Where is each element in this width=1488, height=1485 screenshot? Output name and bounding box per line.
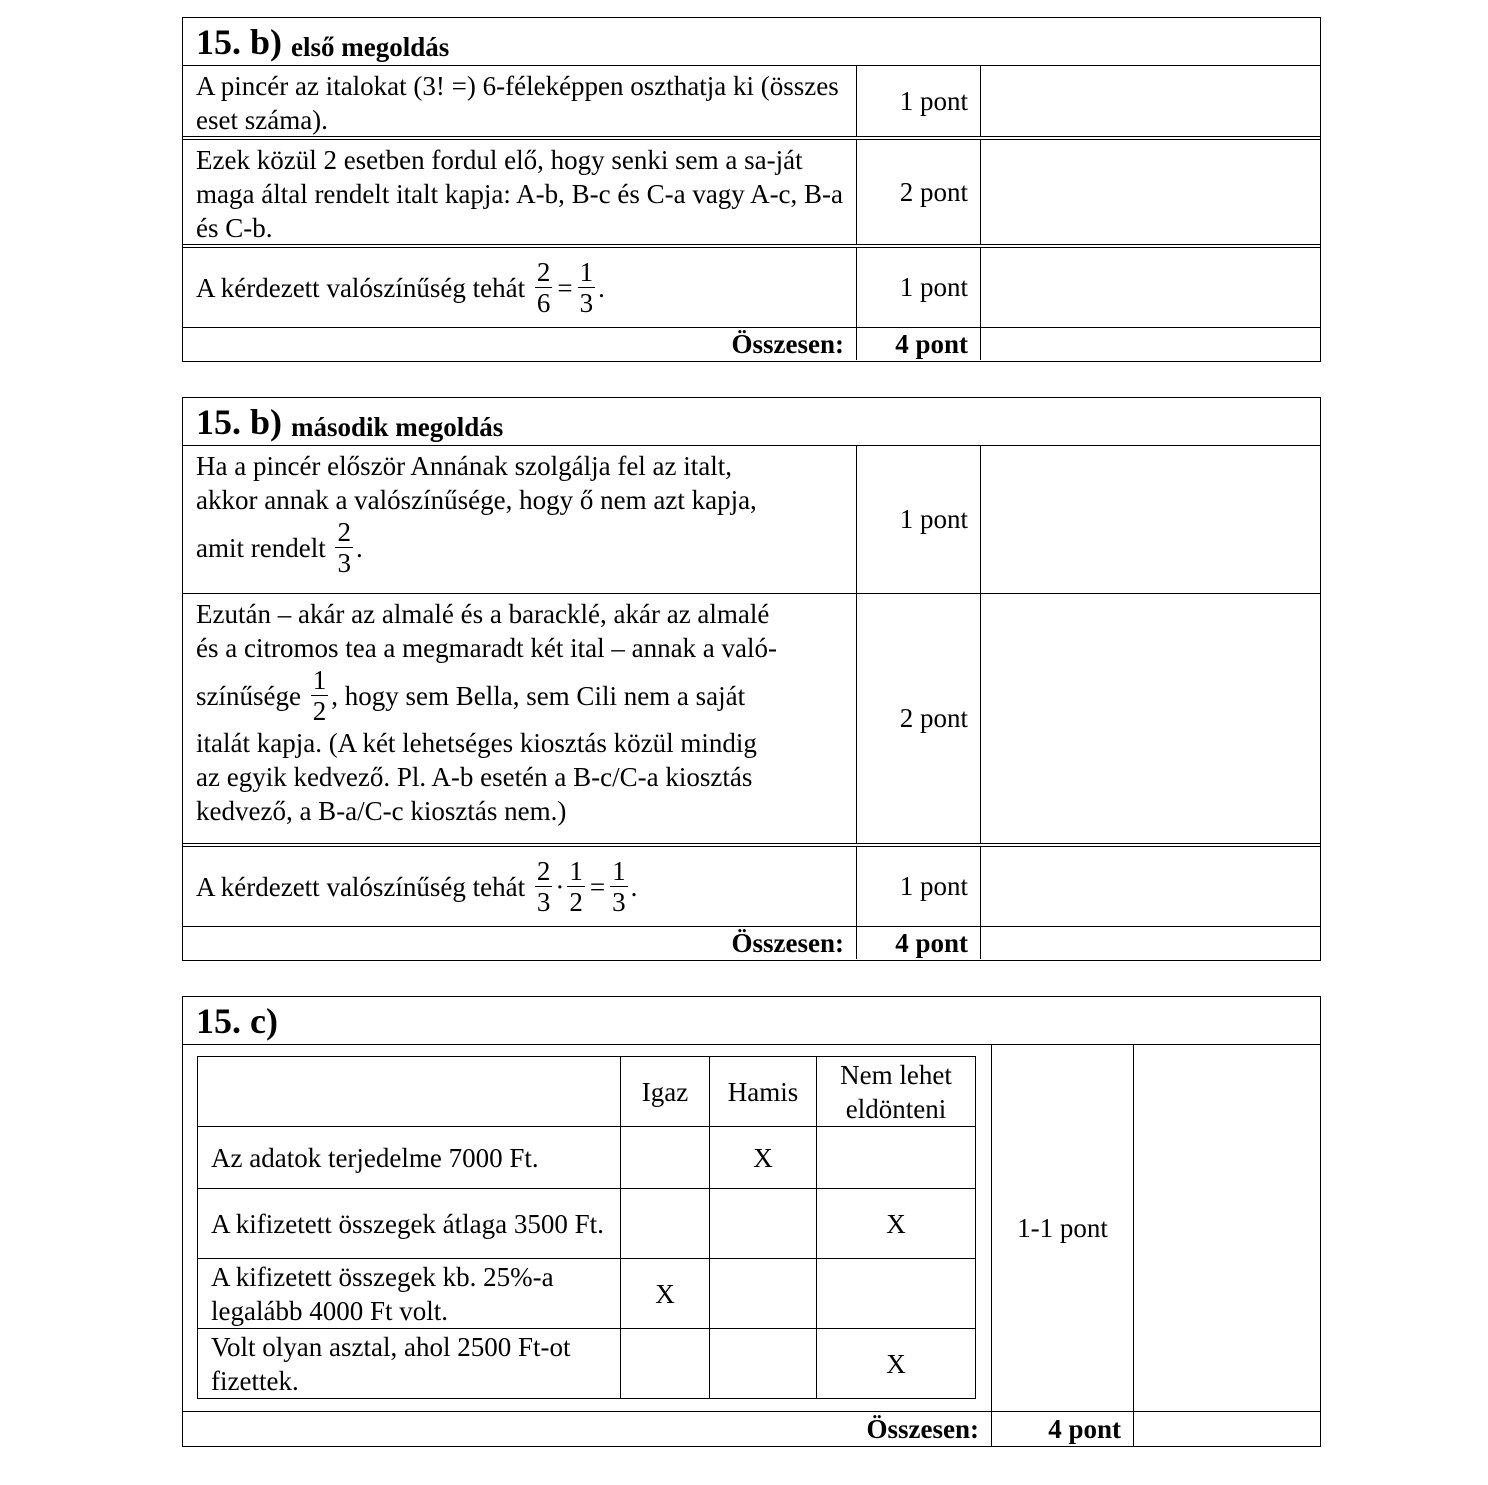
block-15b-first-solution bbox=[182, 17, 1321, 362]
table-header-row bbox=[198, 1057, 976, 1127]
mark-nem-lehet: X bbox=[817, 1189, 976, 1259]
mark-igaz bbox=[621, 1189, 710, 1259]
mark-hamis bbox=[710, 1259, 817, 1329]
step-points: 1 pont bbox=[857, 847, 981, 926]
numerator: 1 bbox=[612, 856, 626, 886]
denominator: 2 bbox=[569, 887, 583, 917]
total-row bbox=[183, 927, 1320, 959]
numerator: 1 bbox=[312, 665, 327, 695]
mark-igaz: X bbox=[621, 1259, 710, 1329]
numerator: 1 bbox=[569, 856, 583, 886]
step-points: 1 pont bbox=[857, 66, 981, 136]
scoring-row bbox=[183, 847, 1320, 927]
denominator: 2 bbox=[312, 696, 327, 726]
mark-igaz bbox=[621, 1127, 710, 1189]
solution-step bbox=[183, 446, 857, 593]
scoring-row bbox=[183, 140, 1320, 248]
total-points: 4 pont bbox=[992, 1412, 1134, 1446]
step-text: , hogy sem Bella, sem Cili nem a saját bbox=[331, 680, 746, 711]
mark-hamis: X bbox=[710, 1127, 817, 1189]
step-points: 2 pont bbox=[857, 594, 981, 843]
numerator: 2 bbox=[536, 856, 551, 886]
solution-label: második megoldás bbox=[291, 412, 504, 442]
grader-cell bbox=[981, 446, 1320, 593]
statement: A kifizetett összegek kb. 25%-a legalább 4000 Ft volt. bbox=[198, 1259, 621, 1329]
text-line: Ezután – akár az almalé és a baracklé, akár az almalé bbox=[196, 599, 770, 629]
total-row bbox=[183, 1412, 1320, 1446]
scoring-row bbox=[183, 66, 1320, 140]
numerator: 2 bbox=[536, 257, 551, 287]
statement: A kifizetett összegek átlaga 3500 Ft. bbox=[198, 1189, 621, 1259]
block-header bbox=[183, 997, 1320, 1045]
step-text: amit rendelt bbox=[196, 532, 326, 563]
task-number: 15. b) bbox=[196, 22, 283, 62]
mark-hamis bbox=[710, 1189, 817, 1259]
denominator: 3 bbox=[337, 548, 351, 578]
equals-sign: = bbox=[589, 871, 606, 902]
block-15c bbox=[182, 996, 1321, 1447]
numerator: 2 bbox=[337, 517, 351, 547]
numerator: 1 bbox=[579, 257, 594, 287]
total-label: Összesen: bbox=[183, 328, 857, 360]
column-header-igaz: Igaz bbox=[621, 1057, 710, 1127]
grader-cell bbox=[981, 248, 1320, 327]
total-points: 4 pont bbox=[857, 328, 981, 360]
block-header bbox=[183, 18, 1320, 66]
step-points: 2 pont bbox=[857, 140, 981, 244]
denominator: 3 bbox=[536, 887, 551, 917]
solution-step: A pincér az italokat (3! =) 6-féleképpen oszthatja ki (összes eset száma). bbox=[183, 66, 857, 136]
table-row bbox=[198, 1127, 976, 1189]
scoring-row bbox=[183, 446, 1320, 594]
mark-nem-lehet: X bbox=[817, 1329, 976, 1399]
table-points: 1-1 pont bbox=[992, 1045, 1134, 1411]
text-line: kedvező, a B-a/C-c kiosztás nem.) bbox=[196, 796, 567, 826]
text-line: akkor annak a valószínűsége, hogy ő nem azt kapja, bbox=[196, 485, 757, 515]
period: . bbox=[598, 272, 605, 303]
grader-cell bbox=[981, 328, 1320, 360]
total-row bbox=[183, 328, 1320, 360]
fraction bbox=[610, 856, 628, 917]
step-text: A kérdezett valószínűség tehát bbox=[196, 871, 526, 902]
total-label: Összesen: bbox=[183, 927, 857, 959]
content-row bbox=[183, 1045, 1320, 1412]
scoring-row bbox=[183, 594, 1320, 847]
grader-cell bbox=[981, 847, 1320, 926]
mark-igaz bbox=[621, 1329, 710, 1399]
grader-cell bbox=[1134, 1412, 1320, 1446]
solution-step bbox=[183, 594, 857, 843]
table-row bbox=[198, 1259, 976, 1329]
grader-cell bbox=[981, 594, 1320, 843]
fraction bbox=[578, 257, 596, 318]
text-line bbox=[196, 665, 846, 726]
step-points: 1 pont bbox=[857, 446, 981, 593]
text-line: Ha a pincér először Annának szolgálja fel az italt, bbox=[196, 451, 733, 481]
column-header-nem-lehet: Nem lehet eldönteni bbox=[817, 1057, 976, 1127]
text-line: és a citromos tea a megmaradt két ital – annak a való- bbox=[196, 633, 778, 663]
total-label: Összesen: bbox=[183, 1412, 992, 1446]
table-cell bbox=[183, 1045, 992, 1411]
step-text: A kérdezett valószínűség tehát bbox=[196, 272, 526, 303]
task-number: 15. b) bbox=[196, 402, 283, 442]
mark-hamis bbox=[710, 1329, 817, 1399]
solution-step bbox=[183, 248, 857, 327]
text-line: italát kapja. (A két lehetséges kiosztás közül mindig bbox=[196, 728, 757, 758]
grader-cell bbox=[1134, 1045, 1320, 1411]
step-text: színűsége bbox=[196, 680, 301, 711]
block-15b-second-solution bbox=[182, 397, 1321, 961]
equals-sign: = bbox=[557, 272, 573, 303]
empty-header-cell bbox=[198, 1057, 621, 1127]
statement: Az adatok terjedelme 7000 Ft. bbox=[198, 1127, 621, 1189]
solution-step: Ezek közül 2 esetben fordul elő, hogy senki sem a sa-ját maga által rendelt italt kapja: A-b, B-c és C-a vagy A-c, B-a és C-b. bbox=[183, 140, 857, 244]
text-line bbox=[196, 517, 846, 578]
table-row bbox=[198, 1329, 976, 1399]
total-points: 4 pont bbox=[857, 927, 981, 959]
fraction bbox=[335, 517, 353, 578]
scoring-row bbox=[183, 248, 1320, 328]
mark-nem-lehet bbox=[817, 1259, 976, 1329]
grader-cell bbox=[981, 66, 1320, 136]
block-header bbox=[183, 398, 1320, 446]
period: . bbox=[355, 532, 363, 563]
denominator: 6 bbox=[536, 288, 551, 318]
grader-cell bbox=[981, 140, 1320, 244]
fraction bbox=[535, 257, 553, 318]
table-row bbox=[198, 1189, 976, 1259]
denominator: 3 bbox=[612, 887, 626, 917]
true-false-table bbox=[197, 1056, 976, 1399]
period: . bbox=[630, 871, 638, 902]
grader-cell bbox=[981, 927, 1320, 959]
mark-nem-lehet bbox=[817, 1127, 976, 1189]
fraction bbox=[311, 665, 329, 726]
statement: Volt olyan asztal, ahol 2500 Ft-ot fizettek. bbox=[198, 1329, 621, 1399]
multiply-dot: · bbox=[555, 871, 565, 902]
fraction bbox=[535, 856, 553, 917]
fraction bbox=[567, 856, 585, 917]
solution-label: első megoldás bbox=[291, 32, 450, 62]
column-header-hamis: Hamis bbox=[710, 1057, 817, 1127]
task-number: 15. c) bbox=[196, 1001, 278, 1041]
text-line: az egyik kedvező. Pl. A-b esetén a B-c/C-a kiosztás bbox=[196, 762, 753, 792]
step-points: 1 pont bbox=[857, 248, 981, 327]
solution-step bbox=[183, 847, 857, 926]
denominator: 3 bbox=[579, 288, 594, 318]
